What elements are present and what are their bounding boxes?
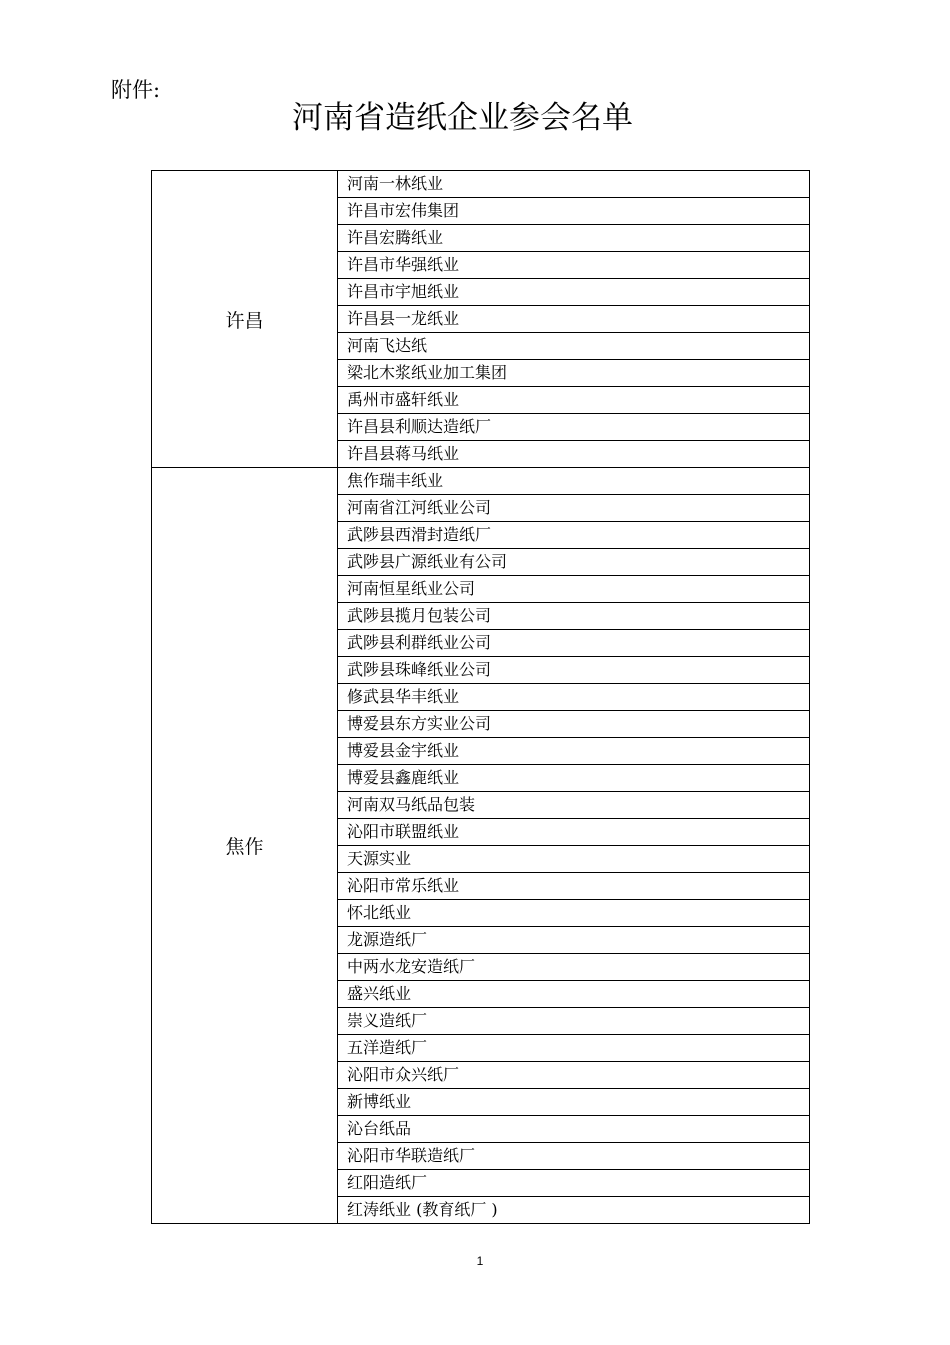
company-cell: 修武县华丰纸业	[338, 684, 810, 711]
company-cell: 武陟县利群纸业公司	[338, 630, 810, 657]
company-cell: 梁北木浆纸业加工集团	[338, 360, 810, 387]
attachment-label: 附件:	[111, 78, 161, 102]
company-cell: 武陟县珠峰纸业公司	[338, 657, 810, 684]
company-cell: 河南飞达纸	[338, 333, 810, 360]
company-cell: 沁阳市众兴纸厂	[338, 1062, 810, 1089]
company-cell: 河南一林纸业	[338, 171, 810, 198]
company-cell: 许昌市华强纸业	[338, 252, 810, 279]
company-cell: 博爱县鑫鹿纸业	[338, 765, 810, 792]
company-cell: 盛兴纸业	[338, 981, 810, 1008]
company-cell: 沁阳市常乐纸业	[338, 873, 810, 900]
table-row	[152, 468, 810, 495]
company-cell: 焦作瑞丰纸业	[338, 468, 810, 495]
company-cell: 武陟县揽月包装公司	[338, 603, 810, 630]
company-cell: 红涛纸业 (教育纸厂 )	[338, 1197, 810, 1224]
company-cell: 崇义造纸厂	[338, 1008, 810, 1035]
company-cell: 新博纸业	[338, 1089, 810, 1116]
company-cell: 武陟县广源纸业有公司	[338, 549, 810, 576]
company-cell: 河南省江河纸业公司	[338, 495, 810, 522]
company-cell: 天源实业	[338, 846, 810, 873]
company-cell: 许昌县一龙纸业	[338, 306, 810, 333]
company-cell: 龙源造纸厂	[338, 927, 810, 954]
company-cell: 许昌市宏伟集团	[338, 198, 810, 225]
company-cell: 红阳造纸厂	[338, 1170, 810, 1197]
company-cell: 河南恒星纸业公司	[338, 576, 810, 603]
page-title: 河南省造纸企业参会名单	[292, 100, 633, 136]
region-cell: 许昌	[152, 171, 338, 468]
attendee-table-body	[152, 171, 810, 1224]
region-cell: 焦作	[152, 468, 338, 1224]
company-cell: 河南双马纸品包装	[338, 792, 810, 819]
company-cell: 怀北纸业	[338, 900, 810, 927]
page-number: 1	[476, 1254, 484, 1268]
company-cell: 沁台纸品	[338, 1116, 810, 1143]
company-cell: 禹州市盛轩纸业	[338, 387, 810, 414]
attendee-table	[151, 170, 810, 1224]
company-cell: 许昌宏腾纸业	[338, 225, 810, 252]
table-row	[152, 171, 810, 198]
company-cell: 沁阳市联盟纸业	[338, 819, 810, 846]
company-cell: 博爱县金宇纸业	[338, 738, 810, 765]
company-cell: 许昌县蒋马纸业	[338, 441, 810, 468]
company-cell: 武陟县西滑封造纸厂	[338, 522, 810, 549]
company-cell: 许昌市宇旭纸业	[338, 279, 810, 306]
company-cell: 博爱县东方实业公司	[338, 711, 810, 738]
company-cell: 五洋造纸厂	[338, 1035, 810, 1062]
company-cell: 许昌县利顺达造纸厂	[338, 414, 810, 441]
company-cell: 中两水龙安造纸厂	[338, 954, 810, 981]
company-cell: 沁阳市华联造纸厂	[338, 1143, 810, 1170]
